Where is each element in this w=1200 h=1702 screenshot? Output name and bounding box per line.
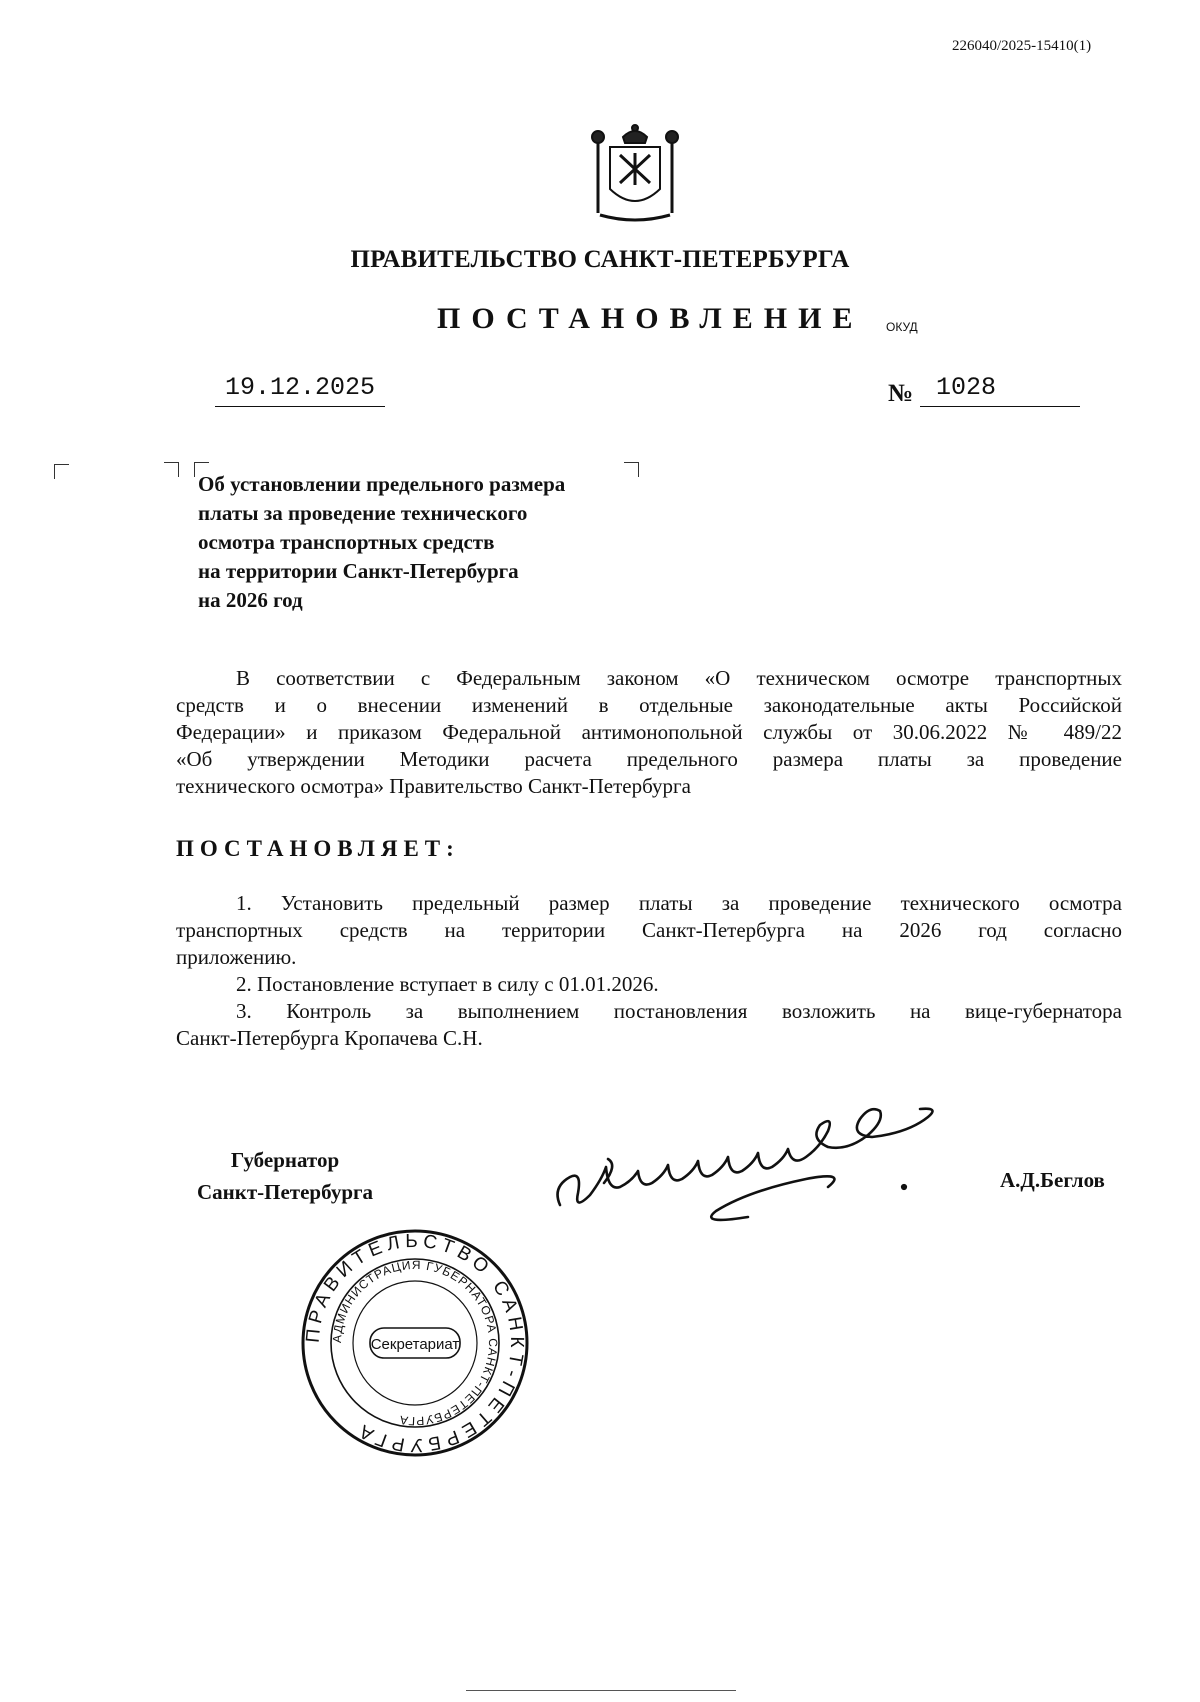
document-registration-number: 226040/2025-15410(1) — [952, 38, 1092, 54]
preamble-line: Федерации» и приказом Федеральной антимонопольной службы от 30.06.2022 № 489/22 — [176, 720, 1122, 744]
preamble-line: «Об утверждении Методики расчета предельного размера платы за проведение — [176, 747, 1122, 771]
item-3-line: 3. Контроль за выполнением постановления возложить на вице-губернатора — [236, 999, 1122, 1023]
svg-text:Секретариат: Секретариат — [370, 1336, 460, 1353]
signatory-name: А.Д.Беглов — [1000, 1168, 1105, 1192]
decree-items — [176, 890, 1122, 1052]
position-line: Санкт-Петербурга — [196, 1180, 374, 1204]
subject-line: Об установлении предельного размера — [198, 472, 566, 496]
item-1-line: транспортных средств на территории Санкт-Петербурга на 2026 год согласно — [176, 918, 1122, 942]
item-1-line: приложению. — [176, 945, 297, 969]
svg-text:АДМИНИСТРАЦИЯ ГУБЕРНАТОРА САНК: АДМИНИСТРАЦИЯ ГУБЕРНАТОРА САНКТ-ПЕТЕРБУРГА — [329, 1257, 501, 1429]
item-2: 2. Постановление вступает в силу с 01.01.2026. — [236, 972, 659, 996]
preamble-line: средств и о внесении изменений в отдельные законодательные акты Российской — [176, 693, 1122, 717]
subject-line: на 2026 год — [198, 588, 303, 612]
item-1-line: 1. Установить предельный размер платы за проведение технического осмотра — [236, 891, 1122, 915]
document-date: 19.12.2025 — [215, 370, 385, 407]
item-3-line: Санкт-Петербурга Кропачева С.Н. — [176, 1026, 483, 1050]
okud-label: ОКУД — [886, 320, 918, 334]
official-seal-stamp — [300, 1228, 530, 1458]
corner-mark-left — [54, 464, 69, 479]
decree-heading: ПОСТАНОВЛЯЕТ: — [176, 836, 460, 861]
corner-mark-middle-right — [164, 462, 179, 477]
government-title: ПРАВИТЕЛЬСТВО САНКТ-ПЕТЕРБУРГА — [350, 246, 850, 273]
svg-text:ПРАВИТЕЛЬСТВО САНКТ-ПЕТЕРБУРГА: ПРАВИТЕЛЬСТВО САНКТ-ПЕТЕРБУРГА — [302, 1230, 528, 1456]
subject-line: платы за проведение технического — [198, 501, 528, 525]
footer-divider — [466, 1690, 736, 1691]
subject-line: на территории Санкт-Петербурга — [198, 559, 519, 583]
position-line: Губернатор — [230, 1148, 340, 1172]
coat-of-arms-emblem — [590, 123, 680, 223]
subject-line: осмотра транспортных средств — [198, 530, 495, 554]
document-type-title: ПОСТАНОВЛЕНИЕ — [437, 302, 864, 335]
document-subject — [198, 470, 638, 615]
number-label: № — [888, 380, 914, 407]
preamble-line: технического осмотра» Правительство Санкт-Петербурга — [176, 774, 691, 798]
document-number: 1028 — [920, 370, 1080, 407]
preamble-paragraph — [176, 665, 1122, 800]
handwritten-signature — [548, 1095, 958, 1225]
signatory-position — [180, 1144, 390, 1208]
preamble-line: В соответствии с Федеральным законом «О техническом осмотре транспортных — [236, 666, 1122, 690]
